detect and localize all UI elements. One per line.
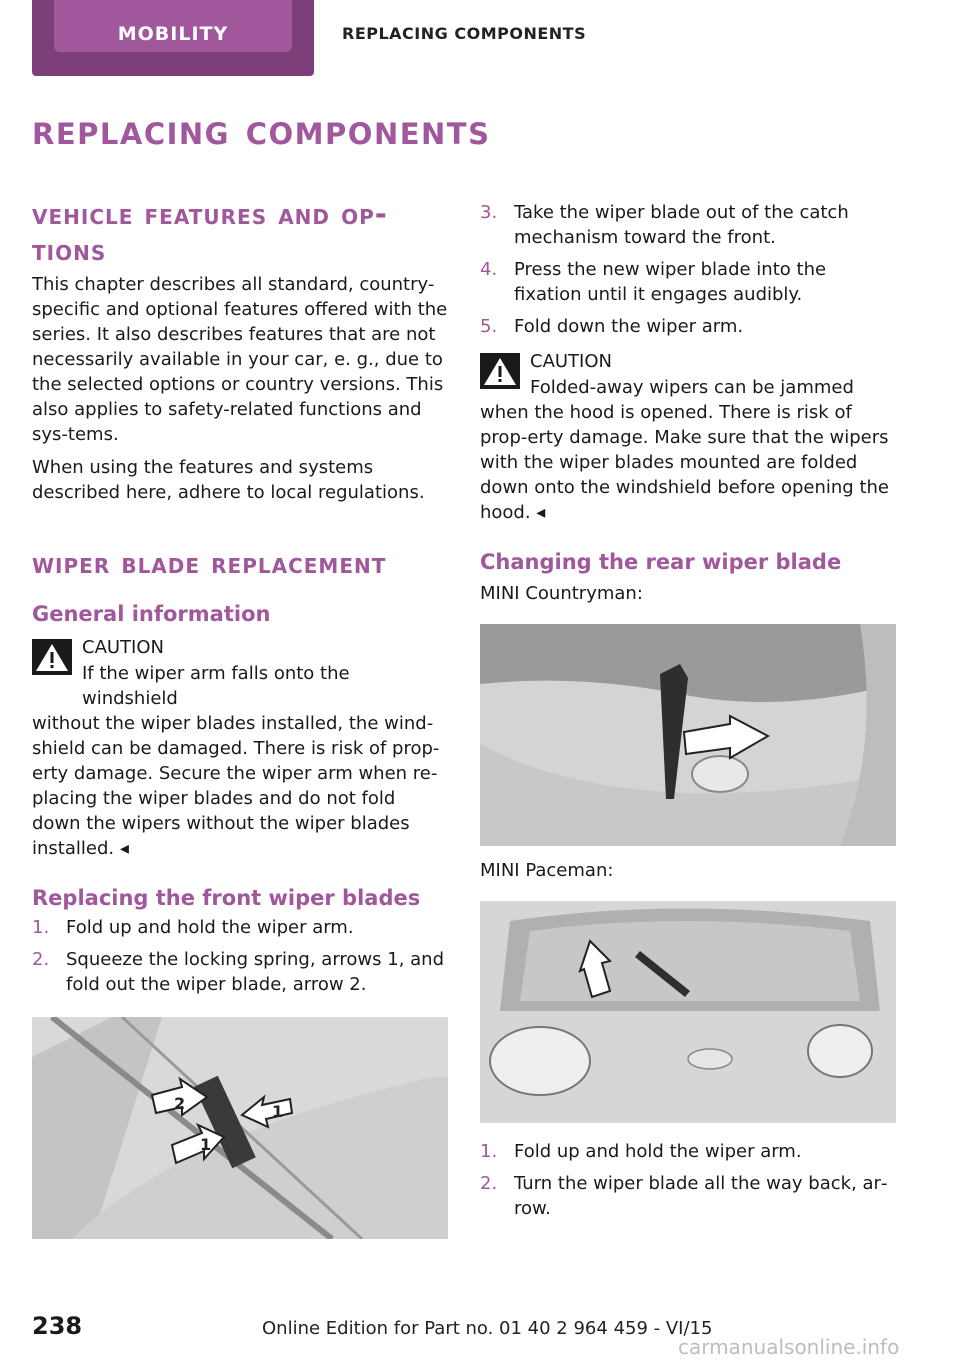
caution-text-rest: when the hood is opened. There is risk of prop‐erty damage. Make sure that the wipers with the wiper blades mounted are folded down onto the windshield before opening the hood. ◂ [480, 402, 889, 523]
list-item [480, 1139, 896, 1164]
chapter-tab[interactable] [32, 0, 314, 76]
figure-label: 1 [272, 1102, 284, 1121]
page-title: replacing components [32, 106, 491, 154]
breadcrumb: REPLACING COMPONENTS [342, 24, 587, 43]
step-number: 1. [32, 917, 50, 938]
list-item [480, 314, 896, 339]
warning-icon [32, 639, 72, 675]
section-title-line1: vehicle features and op‐ [32, 197, 388, 231]
regulations-paragraph: When using the features and systems described here, adhere to local regulations. [32, 457, 425, 503]
list-item [32, 915, 448, 940]
caution-block-1 [32, 633, 448, 861]
list-item [32, 947, 448, 997]
figure-label: 1 [200, 1135, 212, 1154]
step-text: Fold down the wiper arm. [514, 316, 744, 337]
step-number: 5. [480, 316, 498, 337]
step-number: 3. [480, 202, 498, 223]
figure-label: 2 [174, 1094, 186, 1113]
step-text: Fold up and hold the wiper arm. [514, 1141, 802, 1162]
section-title-vehicle-features [32, 196, 448, 268]
caution-text [32, 661, 448, 861]
caution-text-first-line: Folded-away wipers can be jammed [530, 377, 854, 398]
caution-text-first-line: If the wiper arm falls onto the windshield [82, 663, 350, 709]
section-title-wiper-blade: wiper blade replacement [32, 546, 387, 580]
list-item [480, 200, 896, 250]
step-text: Take the wiper blade out of the catch mechanism toward the front. [514, 202, 849, 248]
step-number: 1. [480, 1141, 498, 1162]
step-text: Press the new wiper blade into the fixation until it engages audibly. [514, 259, 827, 305]
subsection-rear-wiper: Changing the rear wiper blade [480, 550, 842, 574]
section-title-line2: tions [32, 233, 107, 267]
subsection-front-wiper: Replacing the front wiper blades [32, 886, 421, 910]
front-wiper-illustration [32, 1017, 448, 1239]
paceman-label: MINI Paceman: [480, 860, 614, 881]
countryman-rear-illustration [480, 624, 896, 846]
left-column [32, 196, 448, 1239]
countryman-label: MINI Countryman: [480, 583, 643, 604]
caution-title: CAUTION [82, 637, 164, 658]
intro-paragraph: This chapter describes all standard, country-specific and optional features offered with the series. It also describes features that are not necessarily available in your car, e. g., due to the selected options or country versions. This also applies to safety-related functions and sys‐tems. [32, 274, 448, 445]
list-item [480, 1171, 896, 1221]
watermark: carmanualsonline.info [678, 1335, 900, 1359]
edition-text: Online Edition for Part no. 01 40 2 964 459 - VI/15 [262, 1318, 713, 1339]
list-item [480, 257, 896, 307]
chapter-tab-label: MOBILITY [54, 0, 292, 52]
rear-steps-list [480, 1139, 896, 1221]
caution-text [480, 375, 896, 525]
front-steps-list [32, 915, 448, 997]
subsection-general-information: General information [32, 602, 271, 626]
steps-list-continued [480, 200, 896, 339]
step-text: Turn the wiper blade all the way back, ar‐row. [514, 1173, 888, 1219]
right-column [480, 200, 896, 1228]
step-number: 2. [480, 1173, 498, 1194]
page-number: 238 [32, 1312, 83, 1340]
warning-icon [480, 353, 520, 389]
caution-block-2 [480, 347, 896, 525]
step-number: 4. [480, 259, 498, 280]
top-bar [0, 0, 960, 76]
step-text: Squeeze the locking spring, arrows 1, and fold out the wiper blade, arrow 2. [66, 949, 444, 995]
caution-text-rest: without the wiper blades installed, the wind‐shield can be damaged. There is risk of prop‐erty damage. Secure the wiper arm when re‐placing the wiper blades and do not fold down the wipers without the wiper blades installed. ◂ [32, 713, 440, 859]
paceman-rear-illustration [480, 901, 896, 1123]
step-text: Fold up and hold the wiper arm. [66, 917, 354, 938]
caution-title: CAUTION [530, 351, 612, 372]
step-number: 2. [32, 949, 50, 970]
